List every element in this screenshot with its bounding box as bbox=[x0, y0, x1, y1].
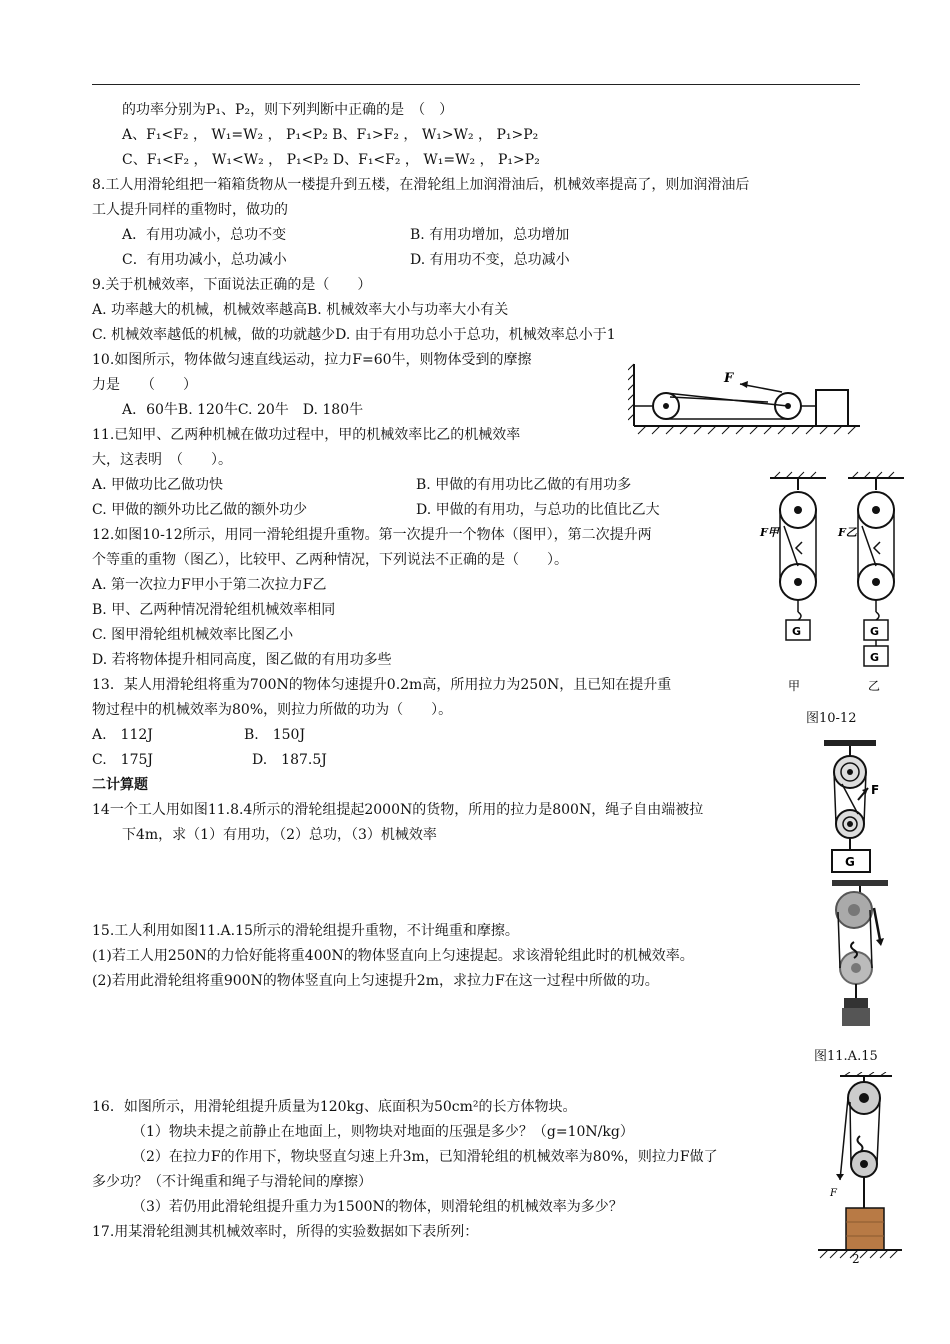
fig-q14-pulley bbox=[818, 738, 882, 874]
q13-option-a: A. 112J bbox=[92, 727, 153, 743]
q7-options-cd: C、F₁<F₂ ， W₁<W₂ ， P₁<P₂ D、F₁<F₂ ， W₁=W₂ ， P₁>P₂ bbox=[122, 152, 540, 168]
q15-stem: 15.工人利用如图11.A.15所示的滑轮组提升重物，不计绳重和摩擦。 bbox=[92, 923, 519, 939]
q10-options: A．60牛B. 120牛C. 20牛 D. 180牛 bbox=[122, 402, 364, 418]
q12-stem-line2: 个等重的重物（图乙），比较甲、乙两种情况，下列说法不正确的是（ ）。 bbox=[92, 552, 568, 568]
q12-option-a: A. 第一次拉力F甲小于第二次拉力F乙 bbox=[92, 577, 327, 593]
fig-10-12-yi-g-label-1: G bbox=[870, 625, 880, 638]
q13-option-b: B. 150J bbox=[244, 727, 306, 743]
q11-option-c: C. 甲做的额外功比乙做的额外功少 bbox=[92, 502, 308, 518]
fig-10-12-jia-sublabel: 甲 bbox=[788, 679, 801, 693]
q10-stem-line1: 10.如图所示，物体做匀速直线运动，拉力F=60牛，则物体受到的摩擦 bbox=[92, 352, 532, 368]
fig-q10-label-f: F bbox=[724, 371, 734, 386]
q13-stem-line1: 13．某人用滑轮组将重为700N的物体匀速提升0.2m高，所用拉力为250N，且已知在提升重 bbox=[92, 677, 672, 693]
q11-option-a: A. 甲做功比乙做功快 bbox=[92, 477, 224, 493]
fig-10-12-f-jia-label: F甲 bbox=[760, 526, 779, 539]
fig-q14-f-label: F bbox=[871, 783, 880, 797]
fig-q16-pulley bbox=[816, 1072, 904, 1268]
fig-10-12-pulley-blocks bbox=[756, 470, 906, 700]
q11-option-b: B. 甲做的有用功比乙做的有用功多 bbox=[416, 477, 632, 493]
q13-option-d: D. 187.5J bbox=[252, 752, 327, 768]
q8-option-a: A．有用功减小，总功不变 bbox=[122, 227, 287, 243]
q13-stem-line2: 物过程中的机械效率为80%，则拉力所做的功为（ ）。 bbox=[92, 702, 453, 718]
q8-option-b: B. 有用功增加，总功增加 bbox=[410, 227, 570, 243]
q12-option-c: C. 图甲滑轮组机械效率比图乙小 bbox=[92, 627, 294, 643]
fig-q10-pulley-diagram bbox=[628, 360, 864, 438]
q12-stem-line1: 12.如图10-12所示，用同一滑轮组提升重物。第一次提升一个物体（图甲），第二次提升两 bbox=[92, 527, 652, 543]
q14-stem-line2: 下4m，求（1）有用功，（2）总功，（3）机械效率 bbox=[122, 827, 437, 843]
q8-stem-line1: 8.工人用滑轮组把一箱箱货物从一楼提升到五楼，在滑轮组上加润滑油后，机械效率提高了，则加润滑油后 bbox=[92, 177, 750, 193]
q7-stem: 的功率分别为P₁、P₂，则下列判断中正确的是 （ ） bbox=[122, 102, 454, 118]
q9-options-ab: A. 功率越大的机械，机械效率越高B. 机械效率大小与功率大小有关 bbox=[92, 302, 509, 318]
q7-options-ab: A、F₁<F₂ ， W₁=W₂ ， P₁<P₂ B、F₁>F₂ ， W₁>W₂ ， P₁>P₂ bbox=[122, 127, 539, 143]
page-number: 2 bbox=[852, 1252, 860, 1266]
q16-stem: 16．如图所示，用滑轮组提升质量为120kg、底面积为50cm²的长方体物块。 bbox=[92, 1099, 577, 1115]
q12-option-d: D. 若将物体提升相同高度，图乙做的有用功多些 bbox=[92, 652, 392, 668]
fig-11-a-15-caption: 图11.A.15 bbox=[814, 1049, 878, 1064]
q11-option-d: D. 甲做的有用功，与总功的比值比乙大 bbox=[416, 502, 660, 518]
q13-option-c: C. 175J bbox=[92, 752, 153, 768]
q8-stem-line2: 工人提升同样的重物时，做功的 bbox=[92, 202, 288, 218]
q16-part3: （3）若仍用此滑轮组提升重力为1500N的物体，则滑轮组的机械效率为多少？ bbox=[132, 1199, 623, 1215]
q15-part2: (2)若用此滑轮组将重900N的物体竖直向上匀速提升2m，求拉力F在这一过程中所做的功。 bbox=[92, 973, 659, 989]
q11-stem-line2: 大，这表明 （ ）。 bbox=[92, 452, 232, 468]
q14-stem-line1: 14一个工人用如图11.8.4所示的滑轮组提起2000N的货物，所用的拉力是800N，绳子自由端被拉 bbox=[92, 802, 704, 818]
header-rule bbox=[92, 84, 860, 85]
q17-stem: 17.用某滑轮组测其机械效率时，所得的实验数据如下表所列： bbox=[92, 1224, 479, 1240]
q16-part1: （1）物块未提之前静止在地面上，则物块对地面的压强是多少？（g=10N/kg） bbox=[132, 1124, 634, 1140]
fig-10-12-yi-sublabel: 乙 bbox=[868, 679, 881, 693]
q9-stem: 9.关于机械效率，下面说法正确的是（ ） bbox=[92, 277, 372, 293]
q10-stem-line2: 力是 （ ） bbox=[92, 377, 197, 393]
q16-part2-line2: 多少功？（不计绳重和绳子与滑轮间的摩擦） bbox=[92, 1174, 372, 1190]
fig-10-12-yi-g-label-2: G bbox=[870, 651, 880, 664]
section-heading-calculation: 二计算题 bbox=[92, 777, 148, 793]
q15-part1: (1)若工人用250N的力恰好能将重400N的物体竖直向上匀速提起。求该滑轮组此时的机械效率。 bbox=[92, 948, 694, 964]
q12-option-b: B. 甲、乙两种情况滑轮组机械效率相同 bbox=[92, 602, 336, 618]
q8-option-d: D. 有用功不变，总功减小 bbox=[410, 252, 570, 268]
fig-10-12-f-yi-label: F乙 bbox=[838, 526, 857, 539]
fig-q14-g-label: G bbox=[845, 855, 855, 869]
fig-11-a-15-pulley bbox=[826, 878, 894, 1038]
fig-q16-f-label: F bbox=[830, 1188, 837, 1199]
q16-part2-line1: （2）在拉力F的作用下，物块竖直匀速上升3m，已知滑轮组的机械效率为80%，则拉力F做了 bbox=[132, 1149, 718, 1165]
q11-stem-line1: 11.已知甲、乙两种机械在做功过程中，甲的机械效率比乙的机械效率 bbox=[92, 427, 521, 443]
q8-option-c: C．有用功减小，总功减小 bbox=[122, 252, 287, 268]
fig-10-12-jia-g-label: G bbox=[792, 625, 802, 638]
q9-options-cd: C. 机械效率越低的机械，做的功就越少D. 由于有用功总小于总功，机械效率总小于1 bbox=[92, 327, 616, 343]
fig-10-12-caption: 图10-12 bbox=[806, 711, 857, 726]
